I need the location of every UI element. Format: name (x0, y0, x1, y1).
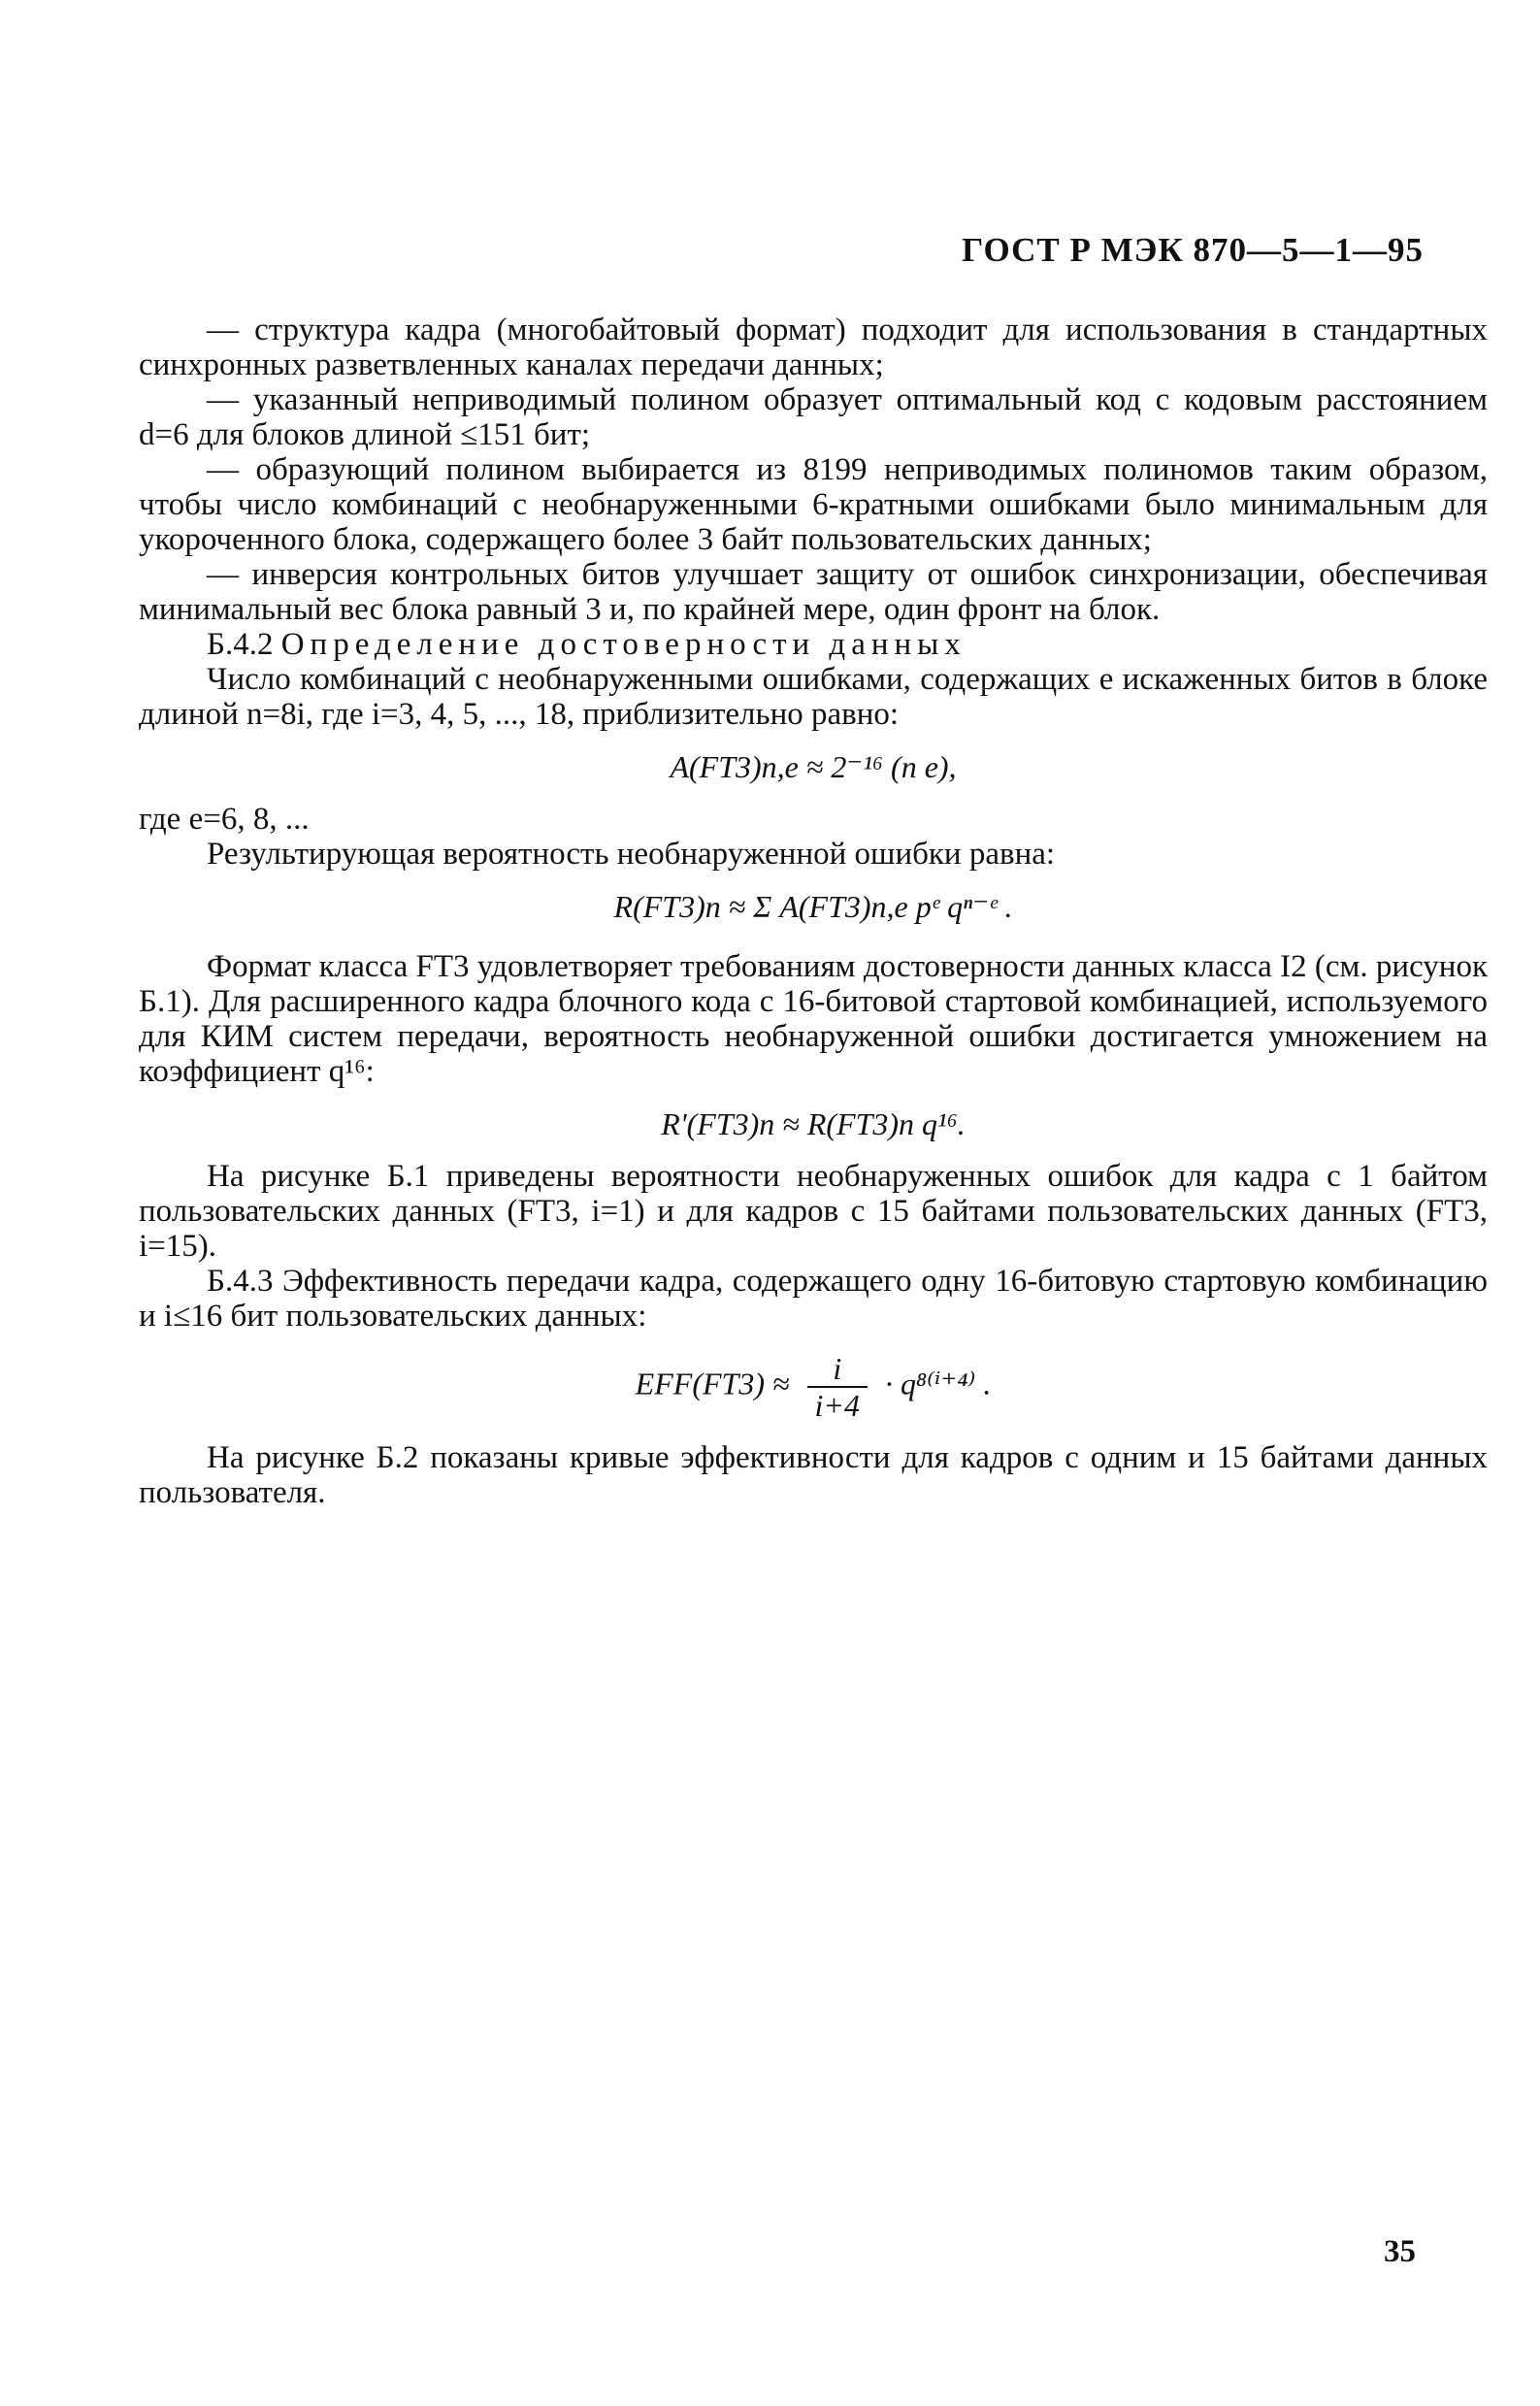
formula-eff-lhs: EFF(FT3) ≈ (635, 1366, 790, 1401)
fraction-denominator: i+4 (814, 1388, 861, 1423)
paragraph-check-bit-inversion: — инверсия контрольных битов улучшает защиту от ошибок синхронизации, обеспечивая минимальный вес блока равный 3 и, по крайней мере, один фронт на блок. (139, 557, 1488, 627)
paragraph-ft3-class-format: Формат класса FT3 удовлетворяет требованиям достоверности данных класса I2 (см. рисунок Б.1). Для расширенного кадра блочного кода с 16-битовой стартовой комбинацией, используемого для КИМ систем передачи, вероятность необнаруженной ошибки достигается умножением на коэффициент q¹⁶: (139, 949, 1488, 1089)
formula-a-ft3: A(FT3)n,e ≈ 2⁻¹⁶ (n e), (670, 749, 957, 784)
paragraph-efficiency-definition: Б.4.3 Эффективность передачи кадра, содержащего одну 16-битовую стартовую комбинацию и i≤16 бит пользовательских данных: (139, 1264, 1488, 1334)
formula-r-ft3: R(FT3)n ≈ Σ A(FT3)n,e pᵉ qⁿ⁻ᵉ . (613, 889, 1013, 924)
formula-r-prime-ft3: R'(FT3)n ≈ R(FT3)n q¹⁶. (661, 1106, 966, 1141)
section-heading-b42 (139, 627, 1488, 662)
paragraph-figure-b1-reference: На рисунке Б.1 приведены вероятности необнаруженных ошибок для кадра с 1 байтом пользовательских данных (FT3, i=1) и для кадров с 15 байтами пользовательских данных (FT3, i=15). (139, 1159, 1488, 1264)
page-number: 35 (1384, 2234, 1416, 2269)
section-title: Определение достоверности данных (280, 627, 967, 662)
paragraph-combinations-count: Число комбинаций с необнаруженными ошибками, содержащих e искаженных битов в блоке длиной n=8i, где i=3, 4, 5, ..., 18, приблизительно равно: (139, 662, 1488, 732)
formula-eff-fraction (807, 1351, 868, 1423)
paragraph-frame-structure: — структура кадра (многобайтовый формат) подходит для использования в стандартных синхронных разветвленных каналах передачи данных; (139, 313, 1488, 382)
formula-eff-rhs: · q⁸⁽ⁱ⁺⁴⁾ . (885, 1366, 992, 1401)
paragraph-polynomial-distance: — указанный неприводимый полином образует оптимальный код с кодовым расстоянием d=6 для блоков длиной ≤151 бит; (139, 382, 1488, 452)
paragraph-resulting-probability: Результирующая вероятность необнаруженной ошибки равна: (207, 837, 1056, 872)
paragraph-figure-b2-reference: На рисунке Б.2 показаны кривые эффективности для кадров с одним и 15 байтами данных пользователя. (139, 1440, 1488, 1510)
section-number: Б.4.2 (207, 627, 274, 662)
document-body (139, 313, 1488, 1510)
paragraph-where-e: где e=6, 8, ... (139, 802, 310, 837)
formula-eff-ft3 (139, 1351, 1488, 1423)
paragraph-polynomial-selection: — образующий полином выбирается из 8199 неприводимых полиномов таким образом, чтобы число комбинаций с необнаруженными 6-кратными ошибками было минимальным для укороченного блока, содержащего более 3 байт пользовательских данных; (139, 452, 1488, 557)
page-header-title: ГОСТ Р МЭК 870—5—1—95 (962, 231, 1424, 269)
fraction-numerator: i (807, 1351, 868, 1388)
